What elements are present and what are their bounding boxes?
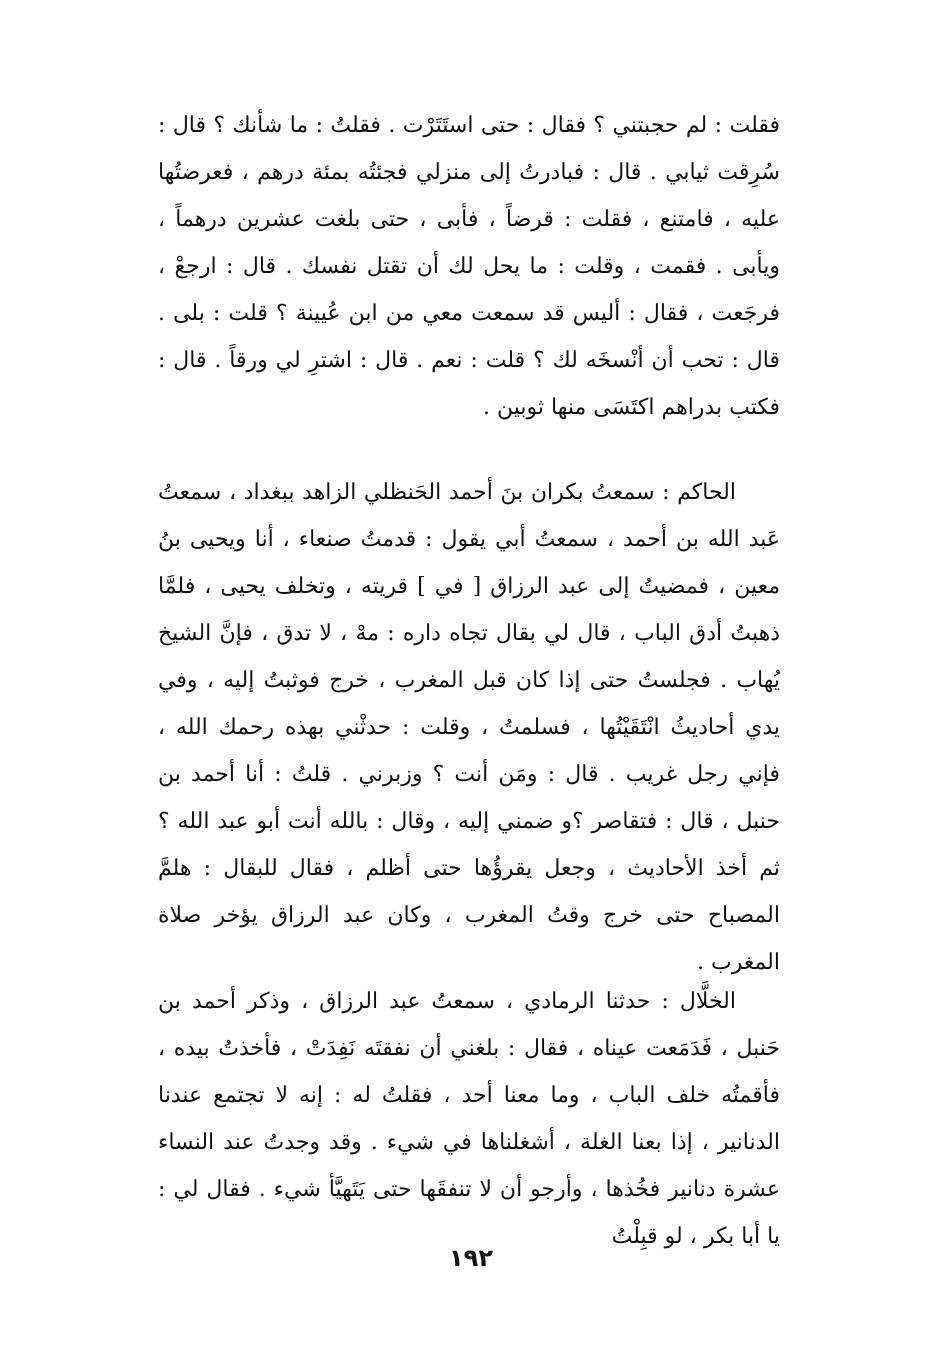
paragraph-1: فقلت : لم حجبتني ؟ فقال : حتى استَتَرْت . فقلتُ : ما شأنك ؟ قال : سُرِقت ثيابي . قال : فبادرتُ إلى منزلي فجئتُه بمئة درهم ، فعرضتُها عليه ، فامتنع ، فقلت : قرضاً ، فأبى ، حتى بلغت عشرين درهماً ، ويأبى . فقمت ، وقلت : ما يحل لك أن تقتل نفسك . قال : ارجعْ ، فرجَعت ، فقال : أليس قد سمعت معي من ابن عُيينة ؟ قلت : بلى . قال : تحب أن أنْسخَه لك ؟ قلت : نعم . قال : اشترِ لي ورقاً . قال : فكتب بدراهم اكتَسَى منها ثوبين .: [158, 113, 780, 420]
paragraph-3: الخلَّال : حدثنا الرمادي ، سمعتُ عبد الرزاق ، وذكر أحمد بن حَنبل ، فَدَمَعت عيناه ، فقال : بلغني أن نفقتَه نَفِدَتْ ، فأخذتُ بيده ، فأقمتُه خلف الباب ، وما معنا أحد ، فقلتُ له : إنه لا تجتمع عندنا الدنانير ، إذا بعنا الغلة ، أشغلناها في شيء . وقد وجدتُ عند النساء عشرة دنانير فخُذها ، وأرجو أن لا تنفقَها حتى يَتَهيَّأ شيء . فقال لي : يا أبا بكر ، لو قبِلْتُ: [158, 989, 780, 1249]
paragraph-2: الحاكم : سمعتُ بكران بنَ أحمد الحَنظلي الزاهد ببغداد ، سمعتُ عَبد الله بن أحمد ، سمعتُ أبي يقول : قدمتُ صنعاء ، أنا ويحيى بنُ معين ، فمضيتُ إلى عبد الرزاق [ في ] قريته ، وتخلف يحيى ، فلمَّا ذهبتُ أدق الباب ، قال لي بقال تجاه داره : مهْ ، لا تدق ، فإنَّ الشيخ يُهاب . فجلستُ حتى إذا كان قبل المغرب ، خرج فوثبتُ إليه ، وفي يدي أحاديثُ انْتَقَيْتُها ، فسلمتُ ، وقلت : حدثْني بهذه رحمك الله ، فإني رجل غريب . قال : ومَن أنت ؟ وزبرني . قلتُ : أنا أحمد بن حنبل ، قال : فتقاصر ؟و ضمني إليه ، وقال : بالله أنت أبو عبد الله ؟ ثم أخذ الأحاديث ، وجعل يقرؤُها حتى أظلم ، فقال للبقال : هلمَّ المصباح حتى خرج وقتُ المغرب ، وكان عبد الرزاق يؤخر صلاة المغرب .: [158, 480, 780, 975]
page-number: ١٩٢: [449, 1244, 493, 1272]
